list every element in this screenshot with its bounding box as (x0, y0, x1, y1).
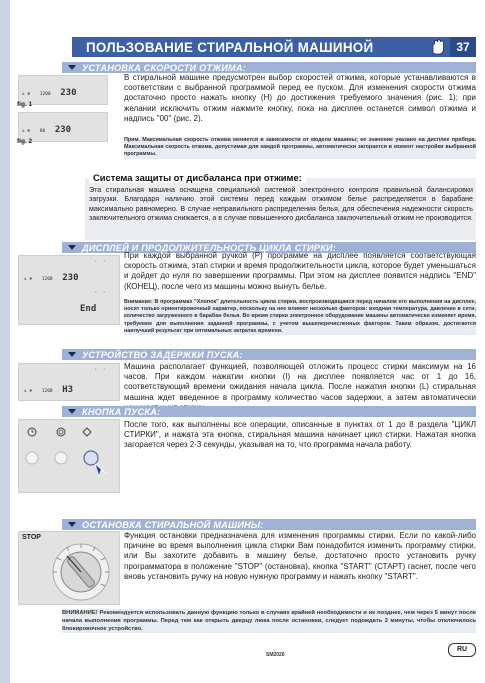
spin-icon: ✲ ❄ (22, 129, 31, 134)
triangle-bullet-icon (68, 65, 76, 70)
stop-warning: ВНИМАНИЕ! Рекомендуется использовать данную функцию только в случаях крайней необходимости и не позднее, чем через 5 минут после начала выполнения программы. Перед тем как открыть дверцу люка после остановки, следует подождать 2 минуты, чтобы отключилось блокировочное устройство. (62, 610, 476, 632)
spin-paragraph: В стиральной машине предусмотрен выбор скоростей отжима, которые устанавливаются в соответствии с выбранной программой перед ее пуском. Для изменения скорости отжима достаточно просто нажать кнопку (H) до достижения требуемого значения (рис. 1); при желании исключить отжим нажмите кнопку, пока на дисплее останется символ отжима и надпись "00" (рис. 2). (124, 73, 476, 123)
triangle-bullet-icon (68, 409, 76, 414)
start-button[interactable] (83, 450, 99, 466)
start-paragraph: После того, как выполнены все операции, описанные в пунктах от 1 до 8 раздела "ЦИКЛ СТИРКИ", и нажата эта кнопка, стиральная машина начинает цикл стирки. Нажатая кнопка загорается через 2-3 секунды, указывая на то, что программа начала работу. (124, 420, 476, 450)
spin-note: Прим. Максимальная скорость отжима меняется в зависимости от модели машины; ее значение указано на дисплее прибора. Максимальная скорость отжима, допустимая для каждой программы, автоматически загорается в момент настройки выбранной программы. (124, 137, 476, 158)
spin-icon: ✲ ❄ (24, 277, 33, 282)
display-readout: ✲ ❄ 1200 230 (22, 88, 77, 98)
display-paragraph: При каждой выбранной ручкой (P) программе на дисплее появляется соответствующая скорость отжима, этап стирки и время продолжительности цикла, которое будет уменьшаться и дойдет до нуля по завершении программы. При этом на дисплее появится надпись "END" (КОНЕЦ), после чего из машины можно вынуть белье. (124, 251, 476, 291)
figure-label: fig. 1 (17, 101, 33, 108)
display-note: Внимание: В программах "Хлопок" длительность цикла стирки, воспроизводящаяся перед началом его выполнения на дисплее, носит только ориентировочный характер, поскольку на нее влияют несколько факторов: входная температура, давление в сети, количество загруженного в барабан белья. Во время стирки электронное оборудование машины автоматически изменяет время, требуемое для выполнения заданной программы, с учетом вышеперечисленных факторов. Таким образом, достигается наилучший результат при оптимальных затратах времени. (124, 299, 476, 334)
imbalance-heading: Система защиты от дисбаланса при отжиме: (89, 172, 306, 183)
figure-label: fig. 2 (17, 138, 33, 145)
stop-label: STOP (22, 534, 41, 541)
clock-icon (26, 426, 36, 436)
section-bar-start (62, 406, 476, 417)
section-heading: КНОПКА ПУСКА: (82, 406, 161, 417)
page-title: ПОЛЬЗОВАНИЕ СТИРАЛЬНОЙ МАШИНОЙ (86, 39, 374, 55)
display-readout: ✲ ❄ 1200 H3 (24, 385, 74, 395)
triangle-bullet-icon (68, 245, 76, 250)
section-heading: УСТАНОВКА СКОРОСТИ ОТЖИМА: (82, 62, 246, 73)
triangle-bullet-icon (68, 522, 76, 527)
end-readout: End (80, 304, 97, 314)
section-bar-delay (62, 349, 476, 360)
hand-icon (426, 37, 450, 57)
imbalance-paragraph: Эта стиральная машина оснащена специальной системой электронного контроля правильной балансировки загрузки. Благодаря наличию этой системы перед каждым отжимом белье распределяется в барабане максимально равномерно. В случае неправильного распределения белья, для обеспечения надежности скорость заключительного отжима снижается, а в случае повышенного дисбаланса заключительный отжим не производится. (89, 186, 473, 223)
stop-paragraph: Функция остановки предназначена для изменения программы стирки. Если по какой-либо причине во время выполнения цикла стирки Вам понадобится изменить программу стирки, или Вы захотите добавить в машину белье, достаточно просто установить ручку программатора в положение "STOP" (остановка), кнопка "START" (СТАРТ) гаснет, после чего вновь установить ручку на новую нужную программу и нажать кнопку "START". (124, 531, 476, 581)
language-badge: RU (448, 643, 476, 657)
page-number: 37 (450, 37, 476, 57)
spin-icon: ✲ ❄ (24, 389, 33, 394)
section-heading: ОСТАНОВКА СТИРАЛЬНОЙ МАШИНЫ: (82, 519, 264, 530)
section-bar-spin (62, 62, 476, 73)
display-readout: ✲ ❄ 00 230 (22, 125, 72, 135)
section-heading: ДИСПЛЕЙ И ПРОДОЛЖИТЕЛЬНОСТЬ ЦИКЛА СТИРКИ: (82, 242, 337, 253)
delay-paragraph: Машина располагает функцией, позволяющей отложить процесс стирки максимум на 16 часов. При каждом нажатии кнопки (I) на дисплее появляется час от 1 до 16, соответствующий времени ожидания начала цикла. После нажатия кнопки (L) стиральная машина ждет введенное в программу количество часов задержки, а затем автоматически (124, 362, 476, 402)
side-stripe (0, 0, 10, 683)
section-heading: УСТРОЙСТВО ЗАДЕРЖКИ ПУСКА: (82, 349, 243, 360)
display-readout: ✲ ❄ 1200 230 (24, 273, 79, 283)
triangle-bullet-icon (68, 352, 76, 357)
programmer-knob[interactable] (60, 550, 100, 590)
section-bar-stop (62, 519, 476, 530)
page-header (72, 37, 476, 57)
document-code: SM2026 (266, 652, 285, 658)
spin-icon: ✲ ❄ (22, 92, 31, 97)
